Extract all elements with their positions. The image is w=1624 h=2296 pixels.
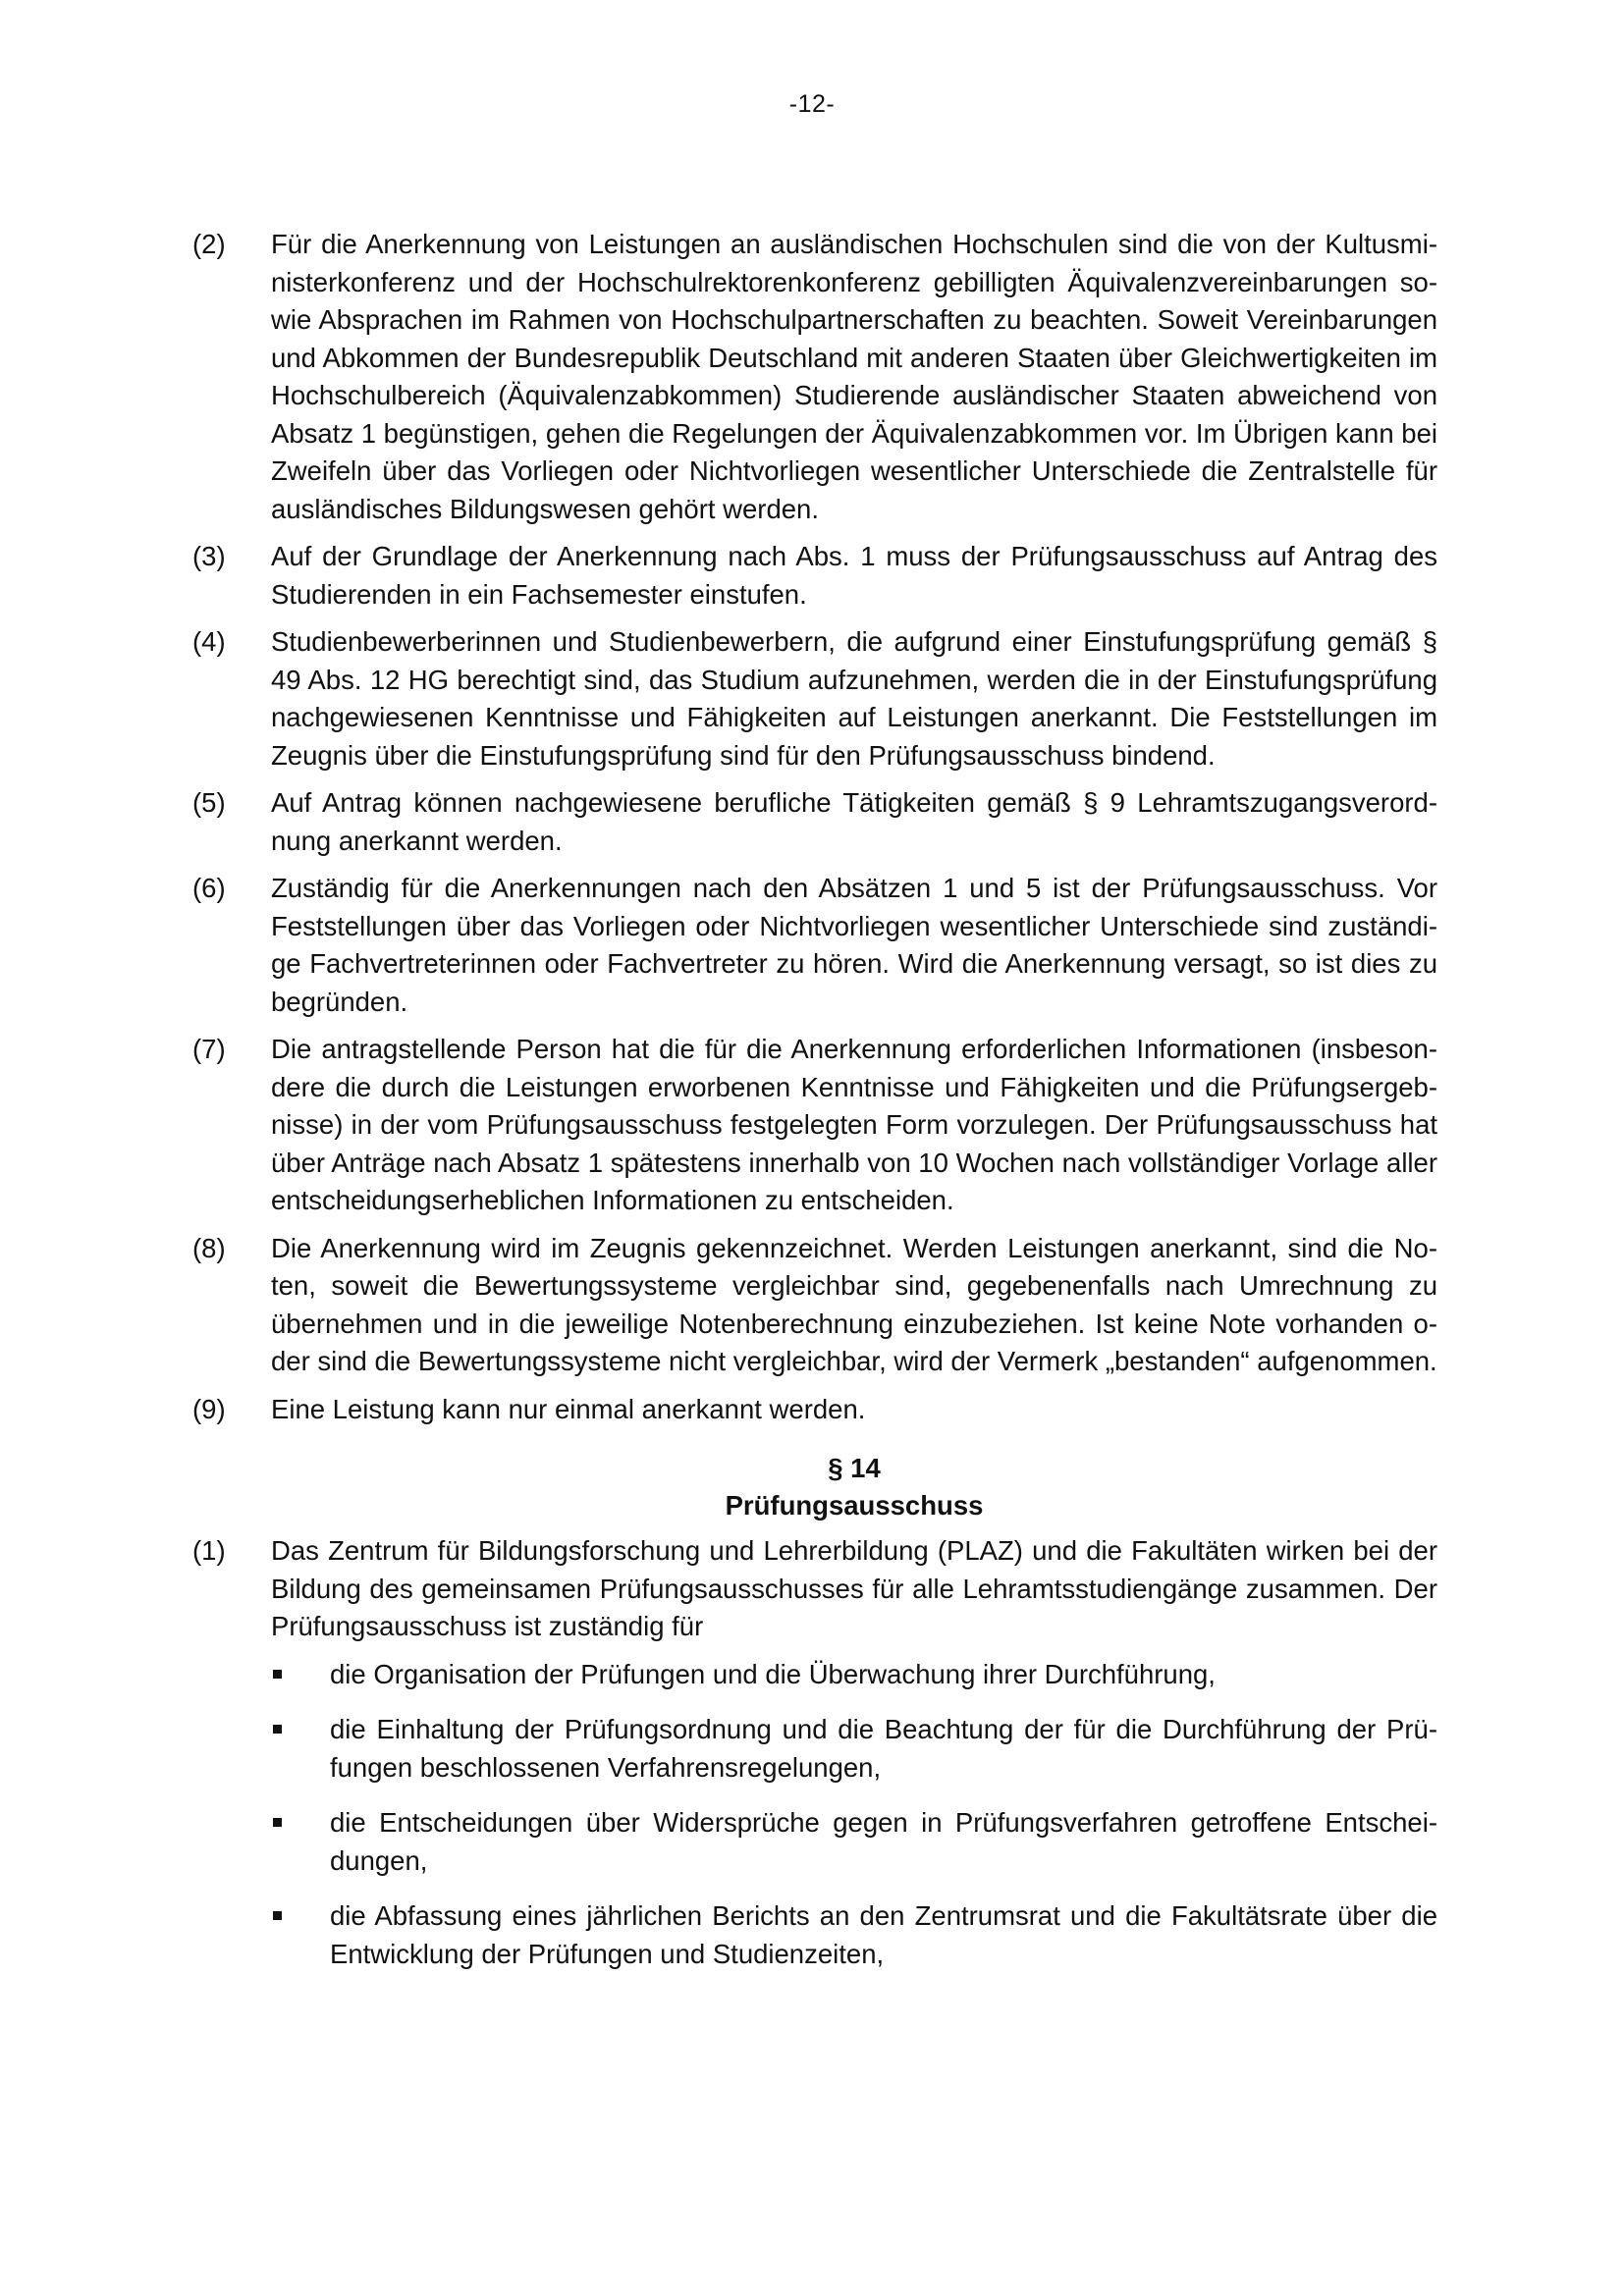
list-item-text: die Abfassung eines jährlichen Berichts an den Zentrumsrat und die Fakultätsrate über die Entwicklung der Prüfungen und Studienzeiten, (330, 1900, 1437, 1969)
paragraph-number: (2) (192, 229, 226, 259)
document-body (192, 226, 1437, 1991)
square-bullet-icon (271, 1804, 330, 1880)
paragraph-5 (192, 784, 1437, 860)
paragraph-text: Studienbewerberinnen und Studienbewerbern, die aufgrund einer Einstufungsprüfung gemäß § 49 Abs. 12 HG berechtigt sind, das Studium aufzunehmen, werden die in der Einstufungsprüfung nachgewiesenen Kenntnisse und Fähigkeiten auf Leistungen anerkannt. Die Feststellungen im Zeugnis über die Einstufungsprüfung sind für den Prüfungsausschuss bindend. (271, 626, 1437, 771)
paragraph-number: (9) (192, 1393, 226, 1424)
list-item-text: die Entscheidungen über Widersprüche gegen in Prüfungsverfahren getroffene Entscheidungen, (330, 1807, 1437, 1876)
paragraph-number: (7) (192, 1034, 226, 1064)
section-heading (192, 1450, 1437, 1524)
paragraph-number: (1) (192, 1535, 226, 1566)
list-item (271, 1804, 1437, 1880)
section-title: Prüfungsausschuss (725, 1490, 984, 1521)
section-14-paragraph-1 (192, 1532, 1437, 1646)
paragraph-8 (192, 1230, 1437, 1381)
paragraph-text: Zuständig für die Anerkennungen nach den Absätzen 1 und 5 ist der Prüfungsausschuss. Vor Feststellungen über das Vorliegen oder Nichtvorliegen wesentlicher Unterschiede sind zuständige Fachvertreterinnen oder Fachvertreter zu hören. Wird die Anerkennung versagt, so ist dies zu begründen. (271, 873, 1437, 1017)
section-number: § 14 (828, 1453, 881, 1483)
paragraph-text: Die Anerkennung wird im Zeugnis gekennzeichnet. Werden Leistungen anerkannt, sind die Noten, soweit die Bewertungssysteme vergleichbar sind, gegebenenfalls nach Umrechnung zu übernehmen und in die jeweilige Notenberechnung einzubeziehen. Ist keine Note vorhanden oder sind die Bewertungssysteme nicht vergleichbar, wird der Vermerk „bestanden“ aufgenommen. (271, 1232, 1437, 1376)
paragraph-text: Eine Leistung kann nur einmal anerkannt werden. (271, 1393, 866, 1424)
paragraph-number: (4) (192, 626, 226, 657)
paragraph-number: (3) (192, 541, 226, 571)
list-item-text: die Einhaltung der Prüfungsordnung und die Beachtung der für die Durchführung der Prüfungen beschlossenen Verfahrensregelungen, (330, 1714, 1437, 1783)
paragraph-text: Auf Antrag können nachgewiesene berufliche Tätigkeiten gemäß § 9 Lehramtszugangsverordnung anerkannt werden. (271, 787, 1437, 856)
square-bullet-icon (271, 1656, 330, 1694)
paragraph-text: Für die Anerkennung von Leistungen an ausländischen Hochschulen sind die von der Kultusministerkonferenz und der Hochschulrektorenkonferenz gebilligten Äquivalenzvereinbarungen sowie Absprachen im Rahmen von Hochschulpartnerschaften zu beachten. Soweit Vereinbarungen und Abkommen der Bundesrepublik Deutschland mit anderen Staaten über Gleichwertigkeiten im Hochschulbereich (Äquivalenzabkommen) Studierende ausländischer Staaten abweichend von Absatz 1 begünstigen, gehen die Regelungen der Äquivalenzabkommen vor. Im Übrigen kann bei Zweifeln über das Vorliegen oder Nichtvorliegen wesentlicher Unterschiede die Zentralstelle für ausländisches Bildungswesen gehört werden. (271, 229, 1437, 524)
paragraph-text: Die antragstellende Person hat die für die Anerkennung erforderlichen Informationen (insbesondere die durch die Leistungen erworbenen Kenntnisse und Fähigkeiten und die Prüfungsergebnisse) in der vom Prüfungsausschuss festgelegten Form vorzulegen. Der Prüfungsausschuss hat über Anträge nach Absatz 1 spätestens innerhalb von 10 Wochen nach vollständiger Vorlage aller entscheidungserheblichen Informationen zu entscheiden. (271, 1034, 1437, 1215)
paragraph-3 (192, 538, 1437, 614)
paragraph-text: Auf der Grundlage der Anerkennung nach Abs. 1 muss der Prüfungsausschuss auf Antrag des Studierenden in ein Fachsemester einstufen. (271, 541, 1437, 610)
responsibility-list (271, 1656, 1437, 1974)
list-item (271, 1897, 1437, 1973)
square-bullet-icon (271, 1897, 330, 1973)
paragraph-2 (192, 226, 1437, 528)
paragraph-9 (192, 1391, 1437, 1429)
paragraph-number: (5) (192, 787, 226, 818)
list-item (271, 1656, 1437, 1694)
paragraph-number: (6) (192, 873, 226, 903)
paragraph-6 (192, 870, 1437, 1021)
paragraph-7 (192, 1031, 1437, 1220)
paragraph-4 (192, 623, 1437, 774)
list-item (271, 1711, 1437, 1787)
paragraph-number: (8) (192, 1232, 226, 1263)
page-number: -12- (788, 90, 836, 118)
square-bullet-icon (271, 1711, 330, 1787)
paragraph-text: Das Zentrum für Bildungsforschung und Lehrerbildung (PLAZ) und die Fakultäten wirken bei der Bildung des gemeinsamen Prüfungsausschusses für alle Lehramtsstudiengänge zusammen. Der Prüfungsausschuss ist zuständig für (271, 1535, 1437, 1641)
list-item-text: die Organisation der Prüfungen und die Überwachung ihrer Durchführung, (330, 1658, 1216, 1689)
